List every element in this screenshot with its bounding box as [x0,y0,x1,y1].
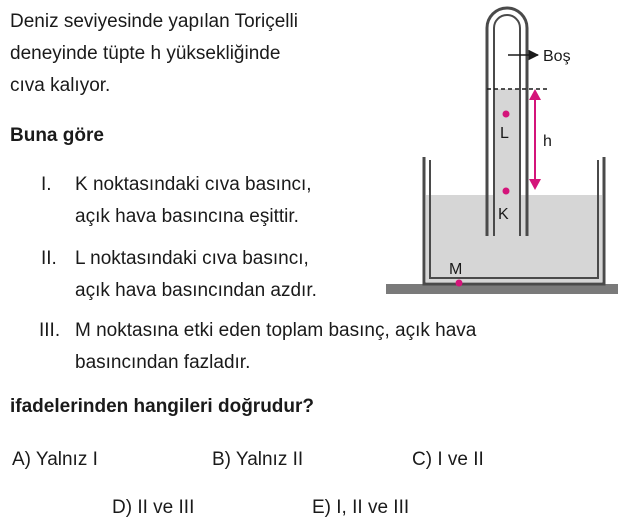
height-arrow-bottom [529,179,541,190]
statement-1 [41,169,381,233]
option-a[interactable]: A) Yalnız I [12,449,98,470]
intro-line-2: deneyinde tüpte h yüksekliğinde [10,43,281,64]
statement-2-line-2: açık hava basıncından azdır. [75,280,317,301]
point-k-label: K [498,206,509,223]
statement-1-number: I. [41,174,52,195]
problem-intro [10,6,390,102]
statement-2 [41,243,381,307]
height-arrow-top [529,89,541,100]
statement-1-line-2: açık hava basıncına eşittir. [75,206,299,227]
point-l [503,111,510,118]
point-m [456,280,463,287]
point-k [503,188,510,195]
vacuum-label: Boş [543,48,571,65]
statement-1-line-1: K noktasındaki cıva basıncı, [75,174,312,195]
statement-3-number: III. [39,320,61,341]
point-l-label: L [500,125,509,142]
option-e[interactable]: E) I, II ve III [312,497,410,518]
intro-line-3: cıva kalıyor. [10,75,111,96]
statement-3-line-2: basıncından fazladır. [75,352,251,373]
torricelli-figure [380,0,620,310]
intro-line-1: Deniz seviyesinde yapılan Toriçelli [10,11,298,32]
option-b[interactable]: B) Yalnız II [212,449,304,470]
statement-3 [39,315,599,379]
statement-2-number: II. [41,248,57,269]
point-m-label: M [449,261,463,278]
height-label: h [543,133,552,150]
option-d[interactable]: D) II ve III [112,497,195,518]
statement-3-line-1: M noktasına etki eden toplam basınç, açık hava [75,320,477,341]
statement-2-line-1: L noktasındaki cıva basıncı, [75,248,309,269]
question-text: ifadelerinden hangileri doğrudur? [10,396,315,417]
option-c[interactable]: C) I ve II [412,449,484,470]
lead-text: Buna göre [10,125,104,146]
